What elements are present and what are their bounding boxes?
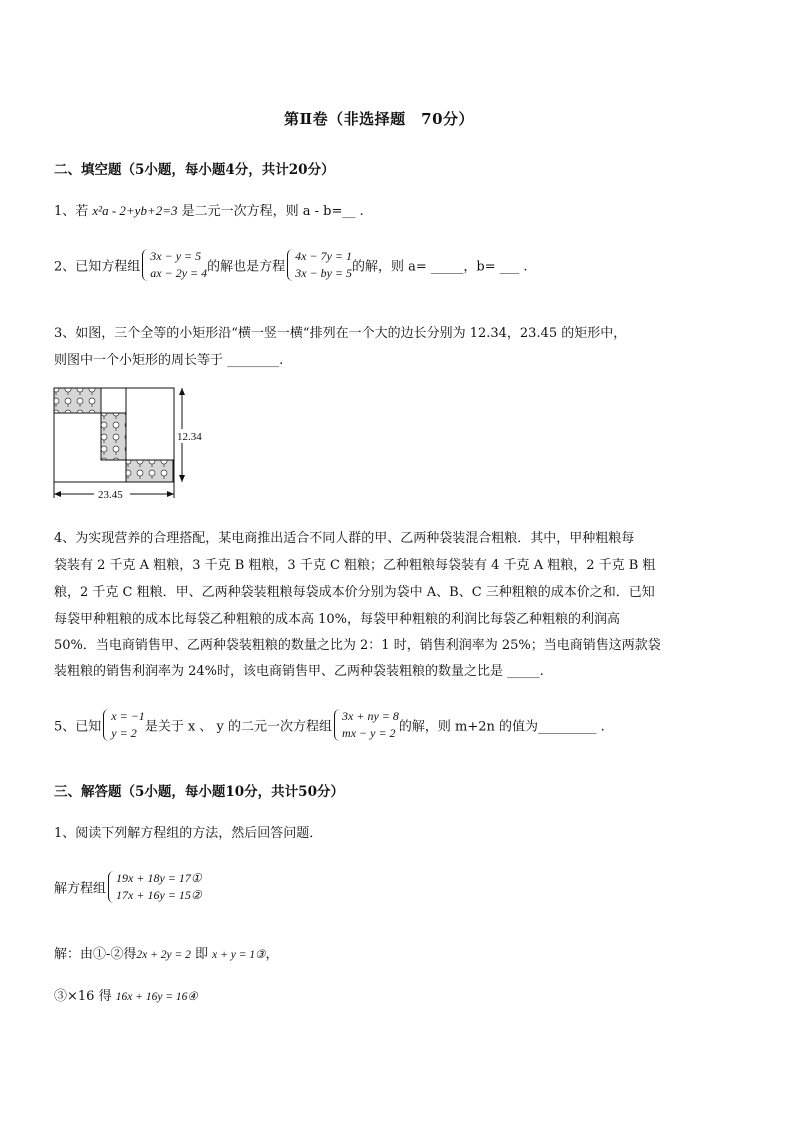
equation: mx − y = 2 bbox=[342, 726, 396, 740]
equation-system-1 bbox=[101, 708, 145, 742]
section-heading-fill-in: 二、填空题（5小题，每小题4分，共计20分） bbox=[54, 162, 335, 178]
question-2-4-line-2: 袋装有 2 千克 A 粗粮，3 千克 B 粗粮，3 千克 C 粗粮；乙种粗粮每袋装有 4 千克 A 粗粮，2 千克 B 粗 bbox=[54, 558, 656, 573]
question-2-4-line-5: 50%．当电商销售甲、乙两种袋装粗粮的数量之比为 2：1 时，销售利润率为 25%；当电商销售这两款袋 bbox=[54, 638, 661, 653]
question-suffix: 是二元一次方程，则 a - b=__ . bbox=[177, 204, 364, 219]
step-expression-2: x + y = 1③ bbox=[212, 949, 266, 961]
question-middle: 的解也是方程 bbox=[207, 259, 286, 275]
equation: 17x + 16y = 15② bbox=[116, 888, 202, 902]
question-2-4-line-1: 4、为实现营养的合理搭配，某电商推出适合不同人群的甲、乙两种袋装混合粗粮．其中，甲种粗粮每 bbox=[54, 531, 635, 546]
question-2-2 bbox=[54, 248, 528, 282]
small-rectangle-middle bbox=[101, 413, 126, 460]
step-prefix: 解：由①-②得 bbox=[54, 947, 137, 962]
step-expression: 16x + 16y = 16④ bbox=[115, 991, 198, 1003]
page-title: 第Ⅱ卷（非选择题 70分） bbox=[284, 110, 475, 128]
question-expression: x²a - 2+yb+2=3 bbox=[92, 203, 178, 218]
section-heading-solve: 三、解答题（5小题，每小题10分，共计50分） bbox=[54, 784, 344, 800]
solution-step-2 bbox=[54, 985, 198, 1004]
step-middle: 即 bbox=[190, 947, 213, 962]
equation-system-2 bbox=[332, 708, 399, 742]
question-2-5 bbox=[54, 708, 605, 742]
rectangle-figure bbox=[50, 384, 210, 506]
equation: ax − 2y = 4 bbox=[150, 266, 208, 280]
equation: 3x − by = 5 bbox=[295, 266, 353, 280]
equation: 4x − 7y = 1 bbox=[295, 249, 353, 263]
height-label: 12.34 bbox=[177, 431, 202, 443]
question-suffix: 的解，则 m+2n 的值为_________ . bbox=[398, 719, 605, 735]
question-prefix: 5、已知 bbox=[54, 719, 102, 735]
question-prefix: 1、若 bbox=[54, 204, 93, 219]
equation-system bbox=[106, 870, 202, 904]
equation: y = 2 bbox=[111, 726, 137, 740]
equation: 3x − y = 5 bbox=[150, 249, 202, 263]
question-suffix: 的解，则 a= _____，b= ___ . bbox=[352, 259, 528, 275]
question-2-4-line-6: 装粗粮的销售利润率为 24%时，该电商销售甲、乙两种袋装粗粮的数量之比是 _____. bbox=[54, 664, 544, 679]
step-suffix: ， bbox=[265, 947, 279, 962]
system-prefix: 解方程组 bbox=[54, 881, 107, 897]
question-2-3-line-2: 则图中一个小矩形的周长等于 ________. bbox=[54, 353, 284, 368]
small-rectangle-bottom bbox=[126, 460, 173, 482]
question-2-3-line-1: 3、如图，三个全等的小矩形沿“横一竖一横“排列在一个大的边长分别为 12.34，23.45 的矩形中， bbox=[54, 326, 627, 341]
solution-step-1 bbox=[54, 943, 278, 962]
width-label: 23.45 bbox=[98, 489, 123, 501]
question-middle: 是关于 x 、 y 的二元一次方程组 bbox=[144, 719, 333, 735]
equation-system-1 bbox=[140, 248, 207, 282]
equation: x = −1 bbox=[111, 709, 145, 723]
question-2-4-line-3: 粮，2 千克 C 粗粮．甲、乙两种袋装粗粮每袋成本价分别为袋中 A、B、C 三种粗粮的成本价之和．已知 bbox=[54, 585, 655, 600]
question-2-4-line-4: 每袋甲种粗粮的成本比每袋乙种粗粮的成本高 10%，每袋甲种粗粮的利润比每袋乙种粗粮的利润高 bbox=[54, 612, 621, 627]
question-3-1-intro: 1、阅读下列解方程组的方法，然后回答问题． bbox=[54, 826, 323, 841]
step-expression: 2x + 2y = 2 bbox=[136, 949, 191, 961]
equation: 3x + ny = 8 bbox=[342, 709, 399, 723]
step-prefix: ③×16 得 bbox=[54, 989, 116, 1004]
equation-system-2 bbox=[285, 248, 352, 282]
question-3-1-system bbox=[54, 870, 202, 904]
small-rectangle-top bbox=[54, 388, 101, 413]
question-2-1 bbox=[54, 200, 364, 219]
question-prefix: 2、已知方程组 bbox=[54, 259, 141, 275]
equation: 19x + 18y = 17① bbox=[116, 871, 202, 885]
